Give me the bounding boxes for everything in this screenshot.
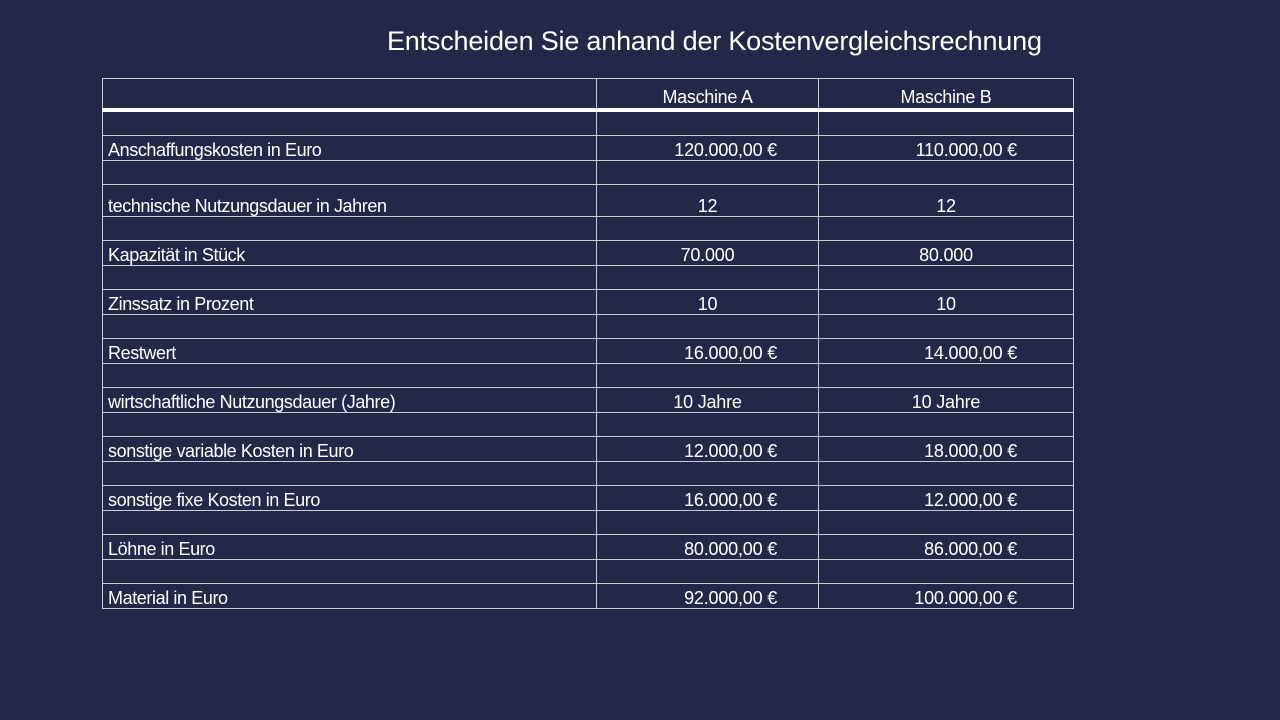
spacer-row [103,266,1074,290]
value-maschine-a: 16.000,00 € [597,486,819,511]
row-label: Zinssatz in Prozent [103,290,597,315]
row-label: sonstige fixe Kosten in Euro [103,486,597,511]
value-maschine-a: 16.000,00 € [597,339,819,364]
value-maschine-a: 80.000,00 € [597,535,819,560]
header-empty [103,79,597,111]
table-row [103,241,1074,266]
row-label: Material in Euro [103,584,597,609]
table-row [103,535,1074,560]
value-maschine-b: 12.000,00 € [819,486,1074,511]
spacer-row [103,315,1074,339]
value-maschine-b: 110.000,00 € [819,136,1074,161]
spacer-row [103,364,1074,388]
value-maschine-b: 10 Jahre [819,388,1074,413]
table-header-row [103,79,1074,111]
cost-comparison-table [102,78,1074,609]
value-maschine-b: 100.000,00 € [819,584,1074,609]
spacer-row [103,560,1074,584]
value-maschine-a: 10 [597,290,819,315]
row-label: Anschaffungskosten in Euro [103,136,597,161]
row-label: sonstige variable Kosten in Euro [103,437,597,462]
spacer-row [103,217,1074,241]
spacer-row [103,511,1074,535]
value-maschine-b: 10 [819,290,1074,315]
value-maschine-b: 14.000,00 € [819,339,1074,364]
row-label: wirtschaftliche Nutzungsdauer (Jahre) [103,388,597,413]
spacer-row [103,462,1074,486]
page-title: Entscheiden Sie anhand der Kostenvergleichsrechnung [387,26,1042,56]
spacer-row [103,413,1074,437]
value-maschine-a: 70.000 [597,241,819,266]
spacer-row [103,161,1074,185]
header-maschine-b: Maschine B [819,79,1074,111]
header-maschine-a: Maschine A [597,79,819,111]
table-row [103,388,1074,413]
value-maschine-b: 86.000,00 € [819,535,1074,560]
spacer-row [103,110,1074,136]
table-row [103,584,1074,609]
table-row [103,185,1074,217]
table-row [103,136,1074,161]
value-maschine-a: 120.000,00 € [597,136,819,161]
value-maschine-a: 10 Jahre [597,388,819,413]
table-row [103,437,1074,462]
row-label: technische Nutzungsdauer in Jahren [103,185,597,217]
value-maschine-a: 92.000,00 € [597,584,819,609]
value-maschine-b: 18.000,00 € [819,437,1074,462]
row-label: Löhne in Euro [103,535,597,560]
value-maschine-a: 12 [597,185,819,217]
value-maschine-a: 12.000,00 € [597,437,819,462]
row-label: Kapazität in Stück [103,241,597,266]
value-maschine-b: 80.000 [819,241,1074,266]
value-maschine-b: 12 [819,185,1074,217]
table-row [103,290,1074,315]
table-row [103,486,1074,511]
row-label: Restwert [103,339,597,364]
table-row [103,339,1074,364]
